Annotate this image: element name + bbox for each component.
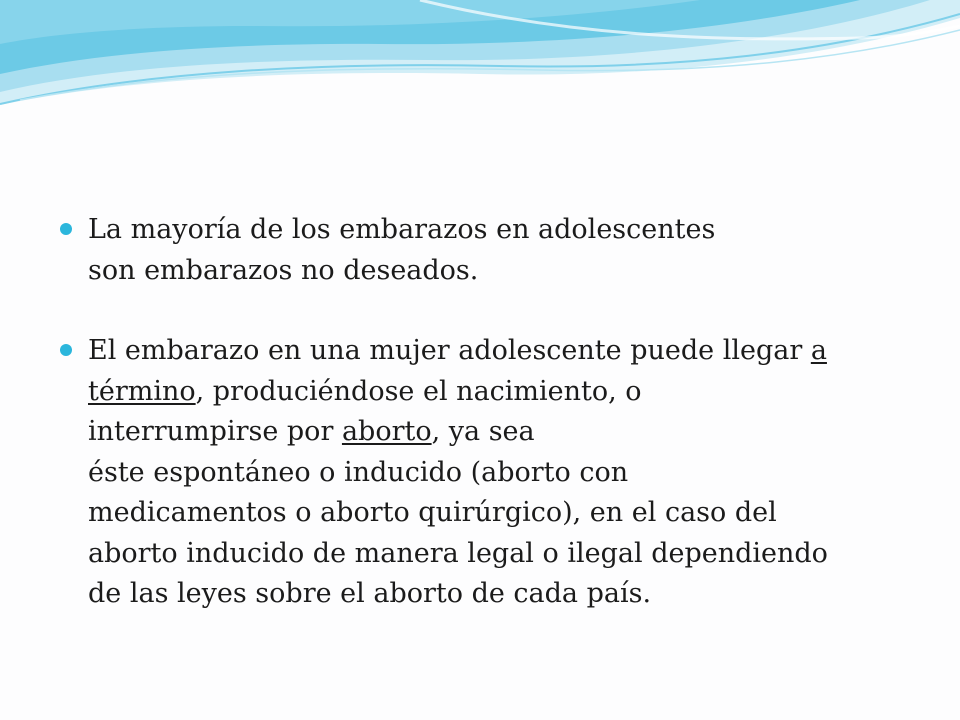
bullet-2-line-2 [88,372,920,413]
bullet-2-line-2-text: , produciéndose el nacimiento, o [195,375,642,407]
link-termino[interactable]: término [88,375,196,407]
slide-body [60,210,920,615]
link-aborto[interactable]: aborto [341,416,432,447]
bullet-2-line-1 [88,331,920,372]
bullet-dot-icon [60,223,72,235]
bullet-item-2 [60,331,920,615]
bullet-2-line-7: de las leyes sobre el aborto de cada país. [88,578,652,609]
bullet-2-line-1-text: El embarazo en una mujer adolescente puede llegar [88,335,811,366]
header-wave-decoration [0,0,960,120]
bullet-1-line-1: La mayoría de los embarazos en adolescentes [88,214,716,245]
bullet-2-line-6: aborto inducido de manera legal o ilegal dependiendo [88,537,828,569]
bullet-2-line-5: medicamentos o aborto quirúrgico), en el caso del [88,497,777,528]
bullet-1-line-2: son embarazos no deseados. [88,254,479,286]
bullet-dot-icon [60,344,72,356]
bullet-2-line-3-text-after: , ya sea [431,416,535,447]
bullet-2-line-3 [88,412,920,453]
bullet-2-line-3-text-before: interrumpirse por [88,416,342,447]
bullet-item-1 [60,210,920,291]
link-a[interactable]: a [810,335,827,366]
bullet-2-line-4: éste espontáneo o inducido (aborto con [88,456,629,488]
